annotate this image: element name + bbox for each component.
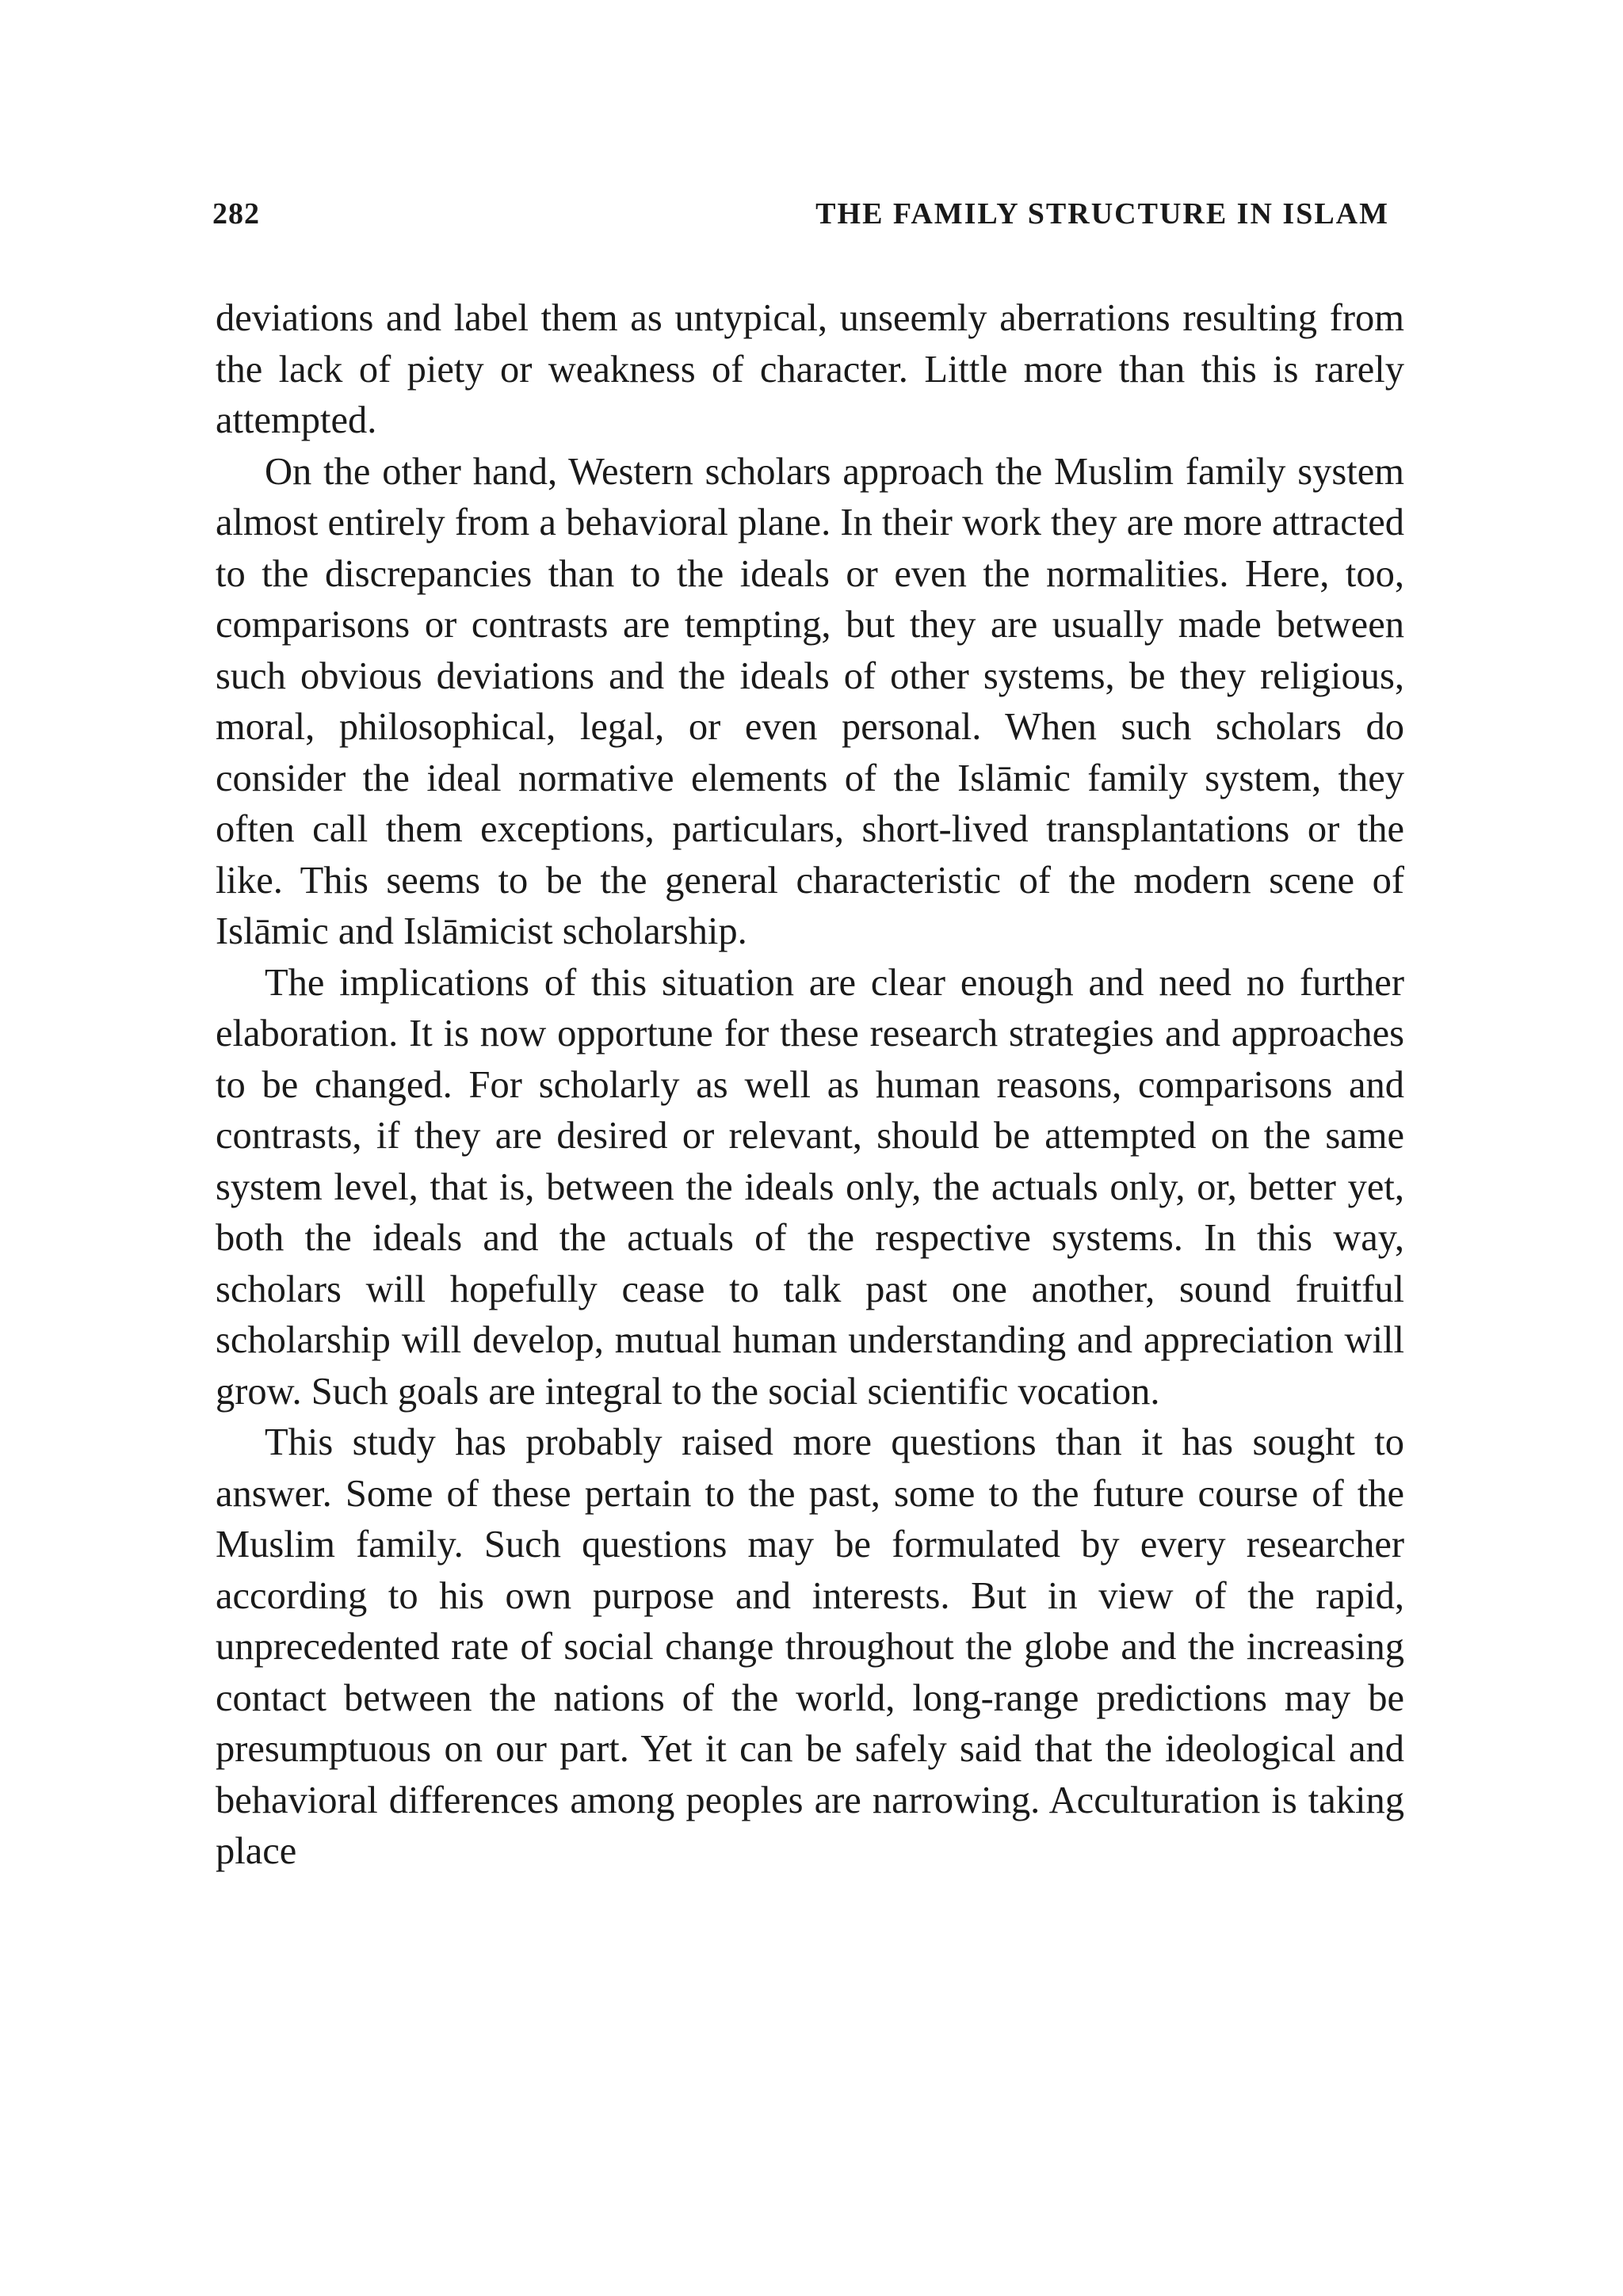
- running-head: [212, 196, 1389, 236]
- running-title: THE FAMILY STRUCTURE IN ISLAM: [815, 197, 1389, 231]
- paragraph-continued: deviations and label them as untypical, unseemly aberrations resulting from the lack of piety or weakness of character. Little more than this is rarely attempted.: [216, 297, 1404, 441]
- page-number: 282: [212, 197, 260, 231]
- paragraph: The implications of this situation are clear enough and need no further elaboration. It is now opportune for these research strategies and approaches to be changed. For scholarly as well as human reasons, comparisons and contrasts, if they are desired or relevant, should be attempted on the same system level, that is, between the ideals only, the actuals only, or, better yet, both the ideals and the actuals of the respective systems. In this way, scholars will hopefully cease to talk past one another, sound fruitful scholarship will develop, mutual human understanding and appreciation will grow. Such goals are integral to the social scientific vocation.: [216, 961, 1404, 1413]
- body-text: [216, 293, 1404, 1878]
- paragraph: On the other hand, Western scholars approach the Muslim family system almost entirely from a behavioral plane. In their work they are more attracted to the discrepancies than to the ideals or even the normalities. Here, too, comparisons or contrasts are tempting, but they are usually made between such obvious deviations and the ideals of other systems, be they religious, moral, philosophical, legal, or even personal. When such scholars do consider the ideal normative elements of the Islāmic family system, they often call them exceptions, particulars, short-lived transplantations or the like. This seems to be the general characteristic of the modern scene of Islāmic and Islāmicist scholarship.: [216, 450, 1404, 952]
- paragraph: This study has probably raised more questions than it has sought to answer. Some of these pertain to the past, some to the future course of the Muslim family. Such questions may be formulated by every researcher according to his own purpose and interests. But in view of the rapid, unprecedented rate of social change throughout the globe and the increasing contact between the nations of the world, long-range predictions may be presumptuous on our part. Yet it can be safely said that the ideological and behavioral differences among peoples are narrowing. Acculturation is taking place: [216, 1421, 1404, 1872]
